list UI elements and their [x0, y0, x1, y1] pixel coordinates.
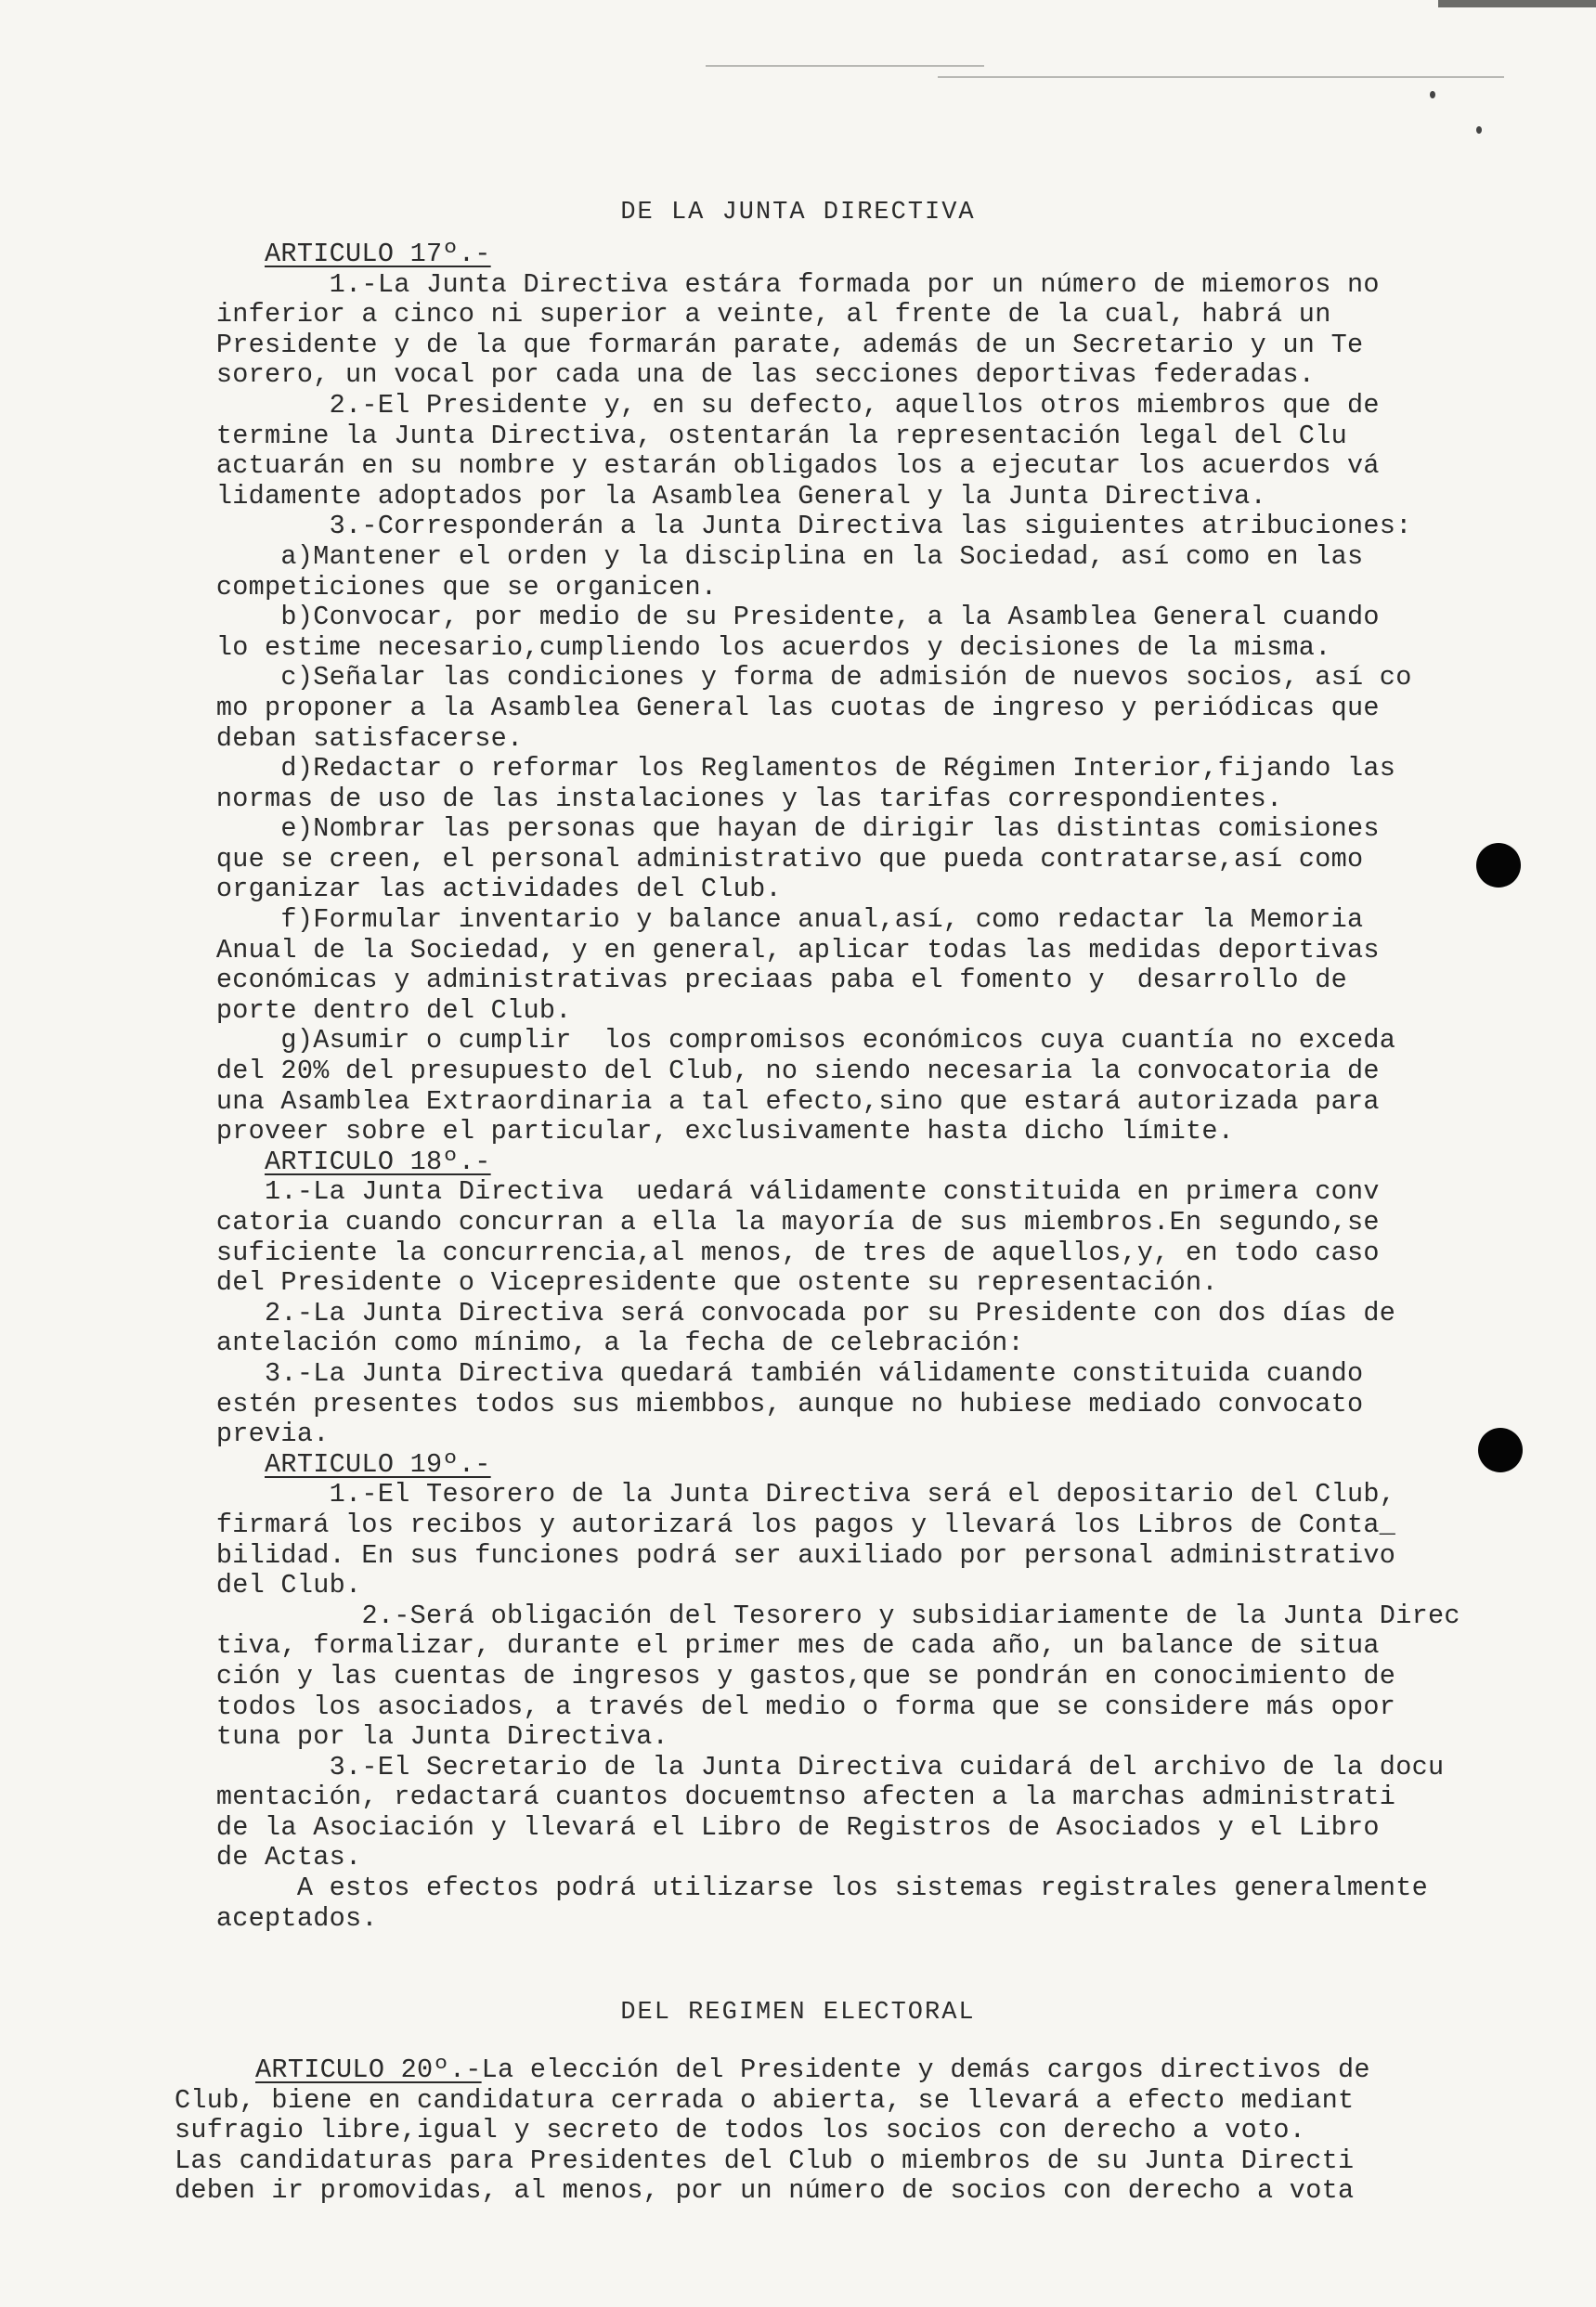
line-indent [184, 904, 280, 935]
text-line [184, 1177, 1539, 1208]
text-line [184, 1087, 1539, 1118]
line-text: una Asamblea Extraordinaria a tal efecto,sino que estará autorizada para [215, 1085, 1380, 1117]
text-line [184, 814, 1539, 845]
line-indent [184, 602, 280, 632]
line-indent [184, 269, 330, 300]
line-indent [184, 1812, 216, 1843]
line-text: deban satisfacerse. [215, 722, 524, 754]
line-text: antelación como mínimo, a la fecha de celebración: [215, 1328, 1024, 1359]
line-text: mentación, redactará cuantos docuemtnso afecten a la marchas administrati [215, 1782, 1396, 1813]
article-heading: ARTICULO 20º.- [255, 2055, 482, 2085]
text-line [175, 2086, 1530, 2117]
line-text: 3.-El Secretario de la Junta Directiva cuidará del archivo de la docu [329, 1751, 1445, 1782]
line-indent [184, 995, 216, 1026]
text-line [184, 1299, 1539, 1329]
line-text: proveer sobre el particular, exclusivamente hasta dicho límite. [215, 1116, 1235, 1147]
line-indent [184, 784, 216, 814]
text-line [184, 1238, 1539, 1269]
line-indent [184, 359, 216, 390]
text-line [184, 1390, 1539, 1420]
line-indent [184, 240, 265, 269]
line-text: La elección del Presidente y demás cargos directivos de [481, 2055, 1370, 2085]
punch-hole-top [1476, 843, 1521, 888]
line-indent [184, 1661, 216, 1691]
article-heading: ARTICULO 19º.- [265, 1448, 491, 1480]
text-line [184, 512, 1539, 542]
line-text: catoria cuando concurran a ella la mayoría de sus miembros.En segundo,se [215, 1207, 1380, 1238]
line-indent [184, 844, 216, 875]
line-text: del Presidente o Vicepresidente que ostente su representación. [215, 1267, 1218, 1299]
heading-regimen-electoral: DEL REGIMEN ELECTORAL [620, 1999, 976, 2027]
line-text: Presidente y de la que formarán parate, además de un Secretario y un Te [215, 329, 1364, 360]
text-line [184, 996, 1539, 1027]
line-text: de la Asociación y llevará el Libro de Registros de Asociados y el Libro [215, 1811, 1380, 1843]
line-text: 2.-La Junta Directiva será convocada por su Presidente con dos días de [265, 1297, 1396, 1328]
line-text: tuna por la Junta Directiva. [215, 1721, 669, 1753]
line-indent [184, 935, 216, 966]
text-line [184, 1843, 1539, 1873]
line-indent [175, 2055, 255, 2085]
line-text: f)Formular inventario y balance anual,así, como redactar la Memoria [280, 904, 1364, 936]
line-text: 1.-La Junta Directiva uedará válidamente constituida en primera conv [265, 1176, 1380, 1208]
line-text: e)Nombrar las personas que hayan de dirigir las distintas comisiones [280, 813, 1380, 845]
line-text: a)Mantener el orden y la disciplina en la Sociedad, así como en las [280, 540, 1364, 572]
line-indent [184, 1086, 216, 1117]
line-text: del 20% del presupuesto del Club, no siendo necesaria la convocatoria de [215, 1056, 1380, 1087]
line-indent [184, 632, 216, 663]
text-line [184, 1631, 1539, 1662]
line-indent [184, 1389, 216, 1419]
line-text: 2.-Será obligación del Tesorero y subsidiariamente de la Junta Direc [361, 1600, 1460, 1631]
text-line [184, 1056, 1539, 1087]
line-indent [184, 1298, 265, 1328]
text-line [175, 2146, 1530, 2177]
text-line [175, 2116, 1530, 2146]
line-indent [184, 1328, 216, 1358]
text-line [184, 1904, 1539, 1935]
line-text: del Club. [215, 1570, 362, 1601]
line-text: todos los asociados, a través del medio o forma que se considere más opor [215, 1691, 1396, 1722]
line-indent [184, 1601, 361, 1631]
line-text: b)Convocar, por medio de su Presidente, a la Asamblea General cuando [280, 602, 1380, 633]
line-text: estén presentes todos sus miembbos, aunque no hubiese mediado convocato [215, 1388, 1364, 1419]
text-line [184, 1147, 1539, 1178]
text-line [184, 1782, 1539, 1813]
line-text: sufragio libre,igual y secreto de todos los socios con derecho a voto. [175, 2115, 1306, 2146]
text-line [184, 936, 1539, 966]
line-text: aceptados. [215, 1902, 378, 1934]
text-line [184, 1268, 1539, 1299]
line-text: de Actas. [215, 1842, 362, 1873]
line-text: c)Señalar las condiciones y forma de admisión de nuevos socios, así co [280, 662, 1412, 693]
line-text: suficiente la concurrencia,al menos, de tres de aquellos,y, en todo caso [215, 1237, 1380, 1268]
line-text: 3.-La Junta Directiva quedará también válidamente constituida cuando [265, 1357, 1364, 1389]
text-line [184, 1662, 1539, 1692]
articles-17-19 [184, 240, 1539, 1934]
line-text: 3.-Corresponderán a la Junta Directiva las siguientes atribuciones: [329, 511, 1412, 542]
line-indent [184, 1630, 216, 1661]
line-indent [184, 299, 216, 330]
text-line [184, 270, 1539, 301]
text-line [184, 1692, 1539, 1723]
line-text: g)Asumir o cumplir los compromisos económicos cuya cuantía no exceda [280, 1025, 1396, 1056]
text-line [184, 1510, 1539, 1541]
text-line [184, 693, 1539, 724]
text-line [184, 1541, 1539, 1572]
line-indent [184, 1358, 265, 1389]
line-indent [184, 662, 280, 693]
line-indent [184, 693, 216, 723]
text-line [184, 1328, 1539, 1359]
text-line [184, 451, 1539, 482]
line-indent [184, 541, 280, 572]
line-indent [184, 511, 330, 541]
text-line [184, 1601, 1539, 1632]
line-indent [184, 1540, 216, 1571]
text-line [184, 542, 1539, 573]
line-indent [184, 1025, 280, 1056]
line-indent [184, 572, 216, 603]
line-indent [184, 1449, 265, 1480]
text-line [184, 905, 1539, 936]
line-text: previa. [215, 1419, 330, 1450]
line-text: actuarán en su nombre y estarán obligados los a ejecutar los acuerdos vá [215, 450, 1380, 482]
text-line [184, 754, 1539, 784]
line-indent [184, 1510, 216, 1540]
line-indent [184, 421, 216, 451]
line-indent [184, 1873, 297, 1903]
line-indent [184, 1479, 330, 1510]
text-line [184, 784, 1539, 815]
heading-junta-directiva: DE LA JUNTA DIRECTIVA [620, 199, 976, 227]
line-text: Club, biene en candidatura cerrada o abierta, se llevará a efecto mediant [175, 2084, 1355, 2116]
line-text: termine la Junta Directiva, ostentarán la representación legal del Clu [215, 420, 1348, 451]
text-line [184, 1359, 1539, 1390]
line-text: sorero, un vocal por cada una de las secciones deportivas federadas. [215, 359, 1316, 391]
line-indent [184, 965, 216, 995]
line-text: que se creen, el personal administrativo que pueda contratarse,así como [215, 843, 1364, 875]
article-20 [175, 2055, 1530, 2207]
text-line [184, 1813, 1539, 1844]
line-text: inferior a cinco ni superior a veinte, al frente de la cual, habrá un [215, 299, 1331, 330]
line-text: Anual de la Sociedad, y en general, aplicar todas las medidas deportivas [215, 934, 1380, 966]
line-text: lo estime necesario,cumpliendo los acuerdos y decisiones de la misma. [215, 631, 1331, 663]
line-text: porte dentro del Club. [215, 994, 572, 1026]
punch-hole-bottom [1478, 1428, 1523, 1472]
line-indent [184, 390, 330, 421]
text-line [184, 724, 1539, 755]
text-line [184, 1722, 1539, 1753]
line-indent [184, 481, 216, 512]
line-text: competiciones que se organicen. [215, 571, 718, 603]
text-line [184, 875, 1539, 905]
text-line [184, 330, 1539, 361]
text-line [184, 1117, 1539, 1147]
text-line [184, 391, 1539, 421]
line-text: firmará los recibos y autorizará los pagos y llevará los Libros de Conta_ [215, 1509, 1396, 1540]
text-line [175, 2055, 1530, 2086]
line-indent [184, 813, 280, 844]
top-edge-line-right [938, 76, 1504, 78]
top-edge-line [706, 65, 984, 67]
line-indent [184, 1419, 216, 1449]
line-text: A estos efectos podrá utilizarse los sistemas registrales generalmente [296, 1873, 1429, 1904]
line-indent [184, 1691, 216, 1722]
ink-mark [1430, 91, 1435, 98]
text-line [184, 845, 1539, 875]
line-text: 1.-La Junta Directiva estára formada por un número de miemoros no [329, 268, 1380, 300]
line-indent [184, 753, 280, 784]
text-line [184, 1873, 1539, 1904]
line-indent [184, 330, 216, 360]
line-text: tiva, formalizar, durante el primer mes de cada año, un balance de situa [215, 1630, 1380, 1662]
text-line [184, 1480, 1539, 1510]
line-text: deben ir promovidas, al menos, por un número de socios con derecho a vota [175, 2175, 1355, 2207]
line-indent [184, 1721, 216, 1752]
text-line [184, 1450, 1539, 1481]
line-text: ción y las cuentas de ingresos y gastos,que se pondrán en conocimiento de [215, 1660, 1396, 1691]
line-text: normas de uso de las instalaciones y las tarifas correspondientes. [215, 783, 1283, 814]
line-text: organizar las actividades del Club. [215, 874, 782, 905]
text-line [184, 482, 1539, 512]
text-line [184, 1419, 1539, 1450]
text-line [184, 633, 1539, 664]
line-text: lidamente adoptados por la Asamblea General y la Junta Directiva. [215, 480, 1266, 512]
line-indent [184, 1056, 216, 1086]
ink-mark [1476, 126, 1482, 134]
text-line [184, 360, 1539, 391]
line-indent [184, 1842, 216, 1873]
line-text: d)Redactar o reformar los Reglamentos de Régimen Interior,fijando las [280, 753, 1396, 784]
line-text: 1.-El Tesorero de la Junta Directiva será el depositario del Club, [329, 1479, 1396, 1510]
line-indent [184, 874, 216, 904]
line-indent [184, 1116, 216, 1147]
text-line [175, 2176, 1530, 2207]
line-indent [184, 1903, 216, 1934]
scan-corner-shadow [1438, 0, 1596, 7]
text-line [184, 1026, 1539, 1056]
line-indent [184, 1570, 216, 1601]
line-indent [184, 1267, 216, 1298]
text-line [184, 300, 1539, 330]
article-heading: ARTICULO 17º.- [265, 240, 491, 269]
line-indent [184, 1238, 216, 1268]
text-line [184, 603, 1539, 633]
line-text: mo proponer a la Asamblea General las cuotas de ingreso y periódicas que [215, 692, 1380, 723]
line-indent [184, 1176, 265, 1207]
article-heading: ARTICULO 18º.- [265, 1146, 491, 1177]
text-line [184, 1571, 1539, 1601]
text-line [184, 240, 1539, 270]
line-indent [184, 723, 216, 754]
line-indent [184, 1782, 216, 1812]
text-line [184, 1753, 1539, 1783]
line-text: bilidad. En sus funciones podrá ser auxiliado por personal administrativo [215, 1539, 1396, 1571]
line-text: económicas y administrativas preciaas paba el fomento y desarrollo de [215, 965, 1348, 996]
text-line [184, 966, 1539, 996]
line-indent [184, 1207, 216, 1238]
line-indent [184, 1147, 265, 1177]
line-indent [184, 450, 216, 481]
text-line [184, 1208, 1539, 1238]
text-line [184, 663, 1539, 693]
text-line [184, 573, 1539, 603]
line-indent [184, 1752, 330, 1782]
line-text: 2.-El Presidente y, en su defecto, aquellos otros miembros que de [329, 389, 1380, 421]
line-text: Las candidaturas para Presidentes del Club o miembros de su Junta Directi [175, 2145, 1355, 2176]
text-line [184, 421, 1539, 452]
